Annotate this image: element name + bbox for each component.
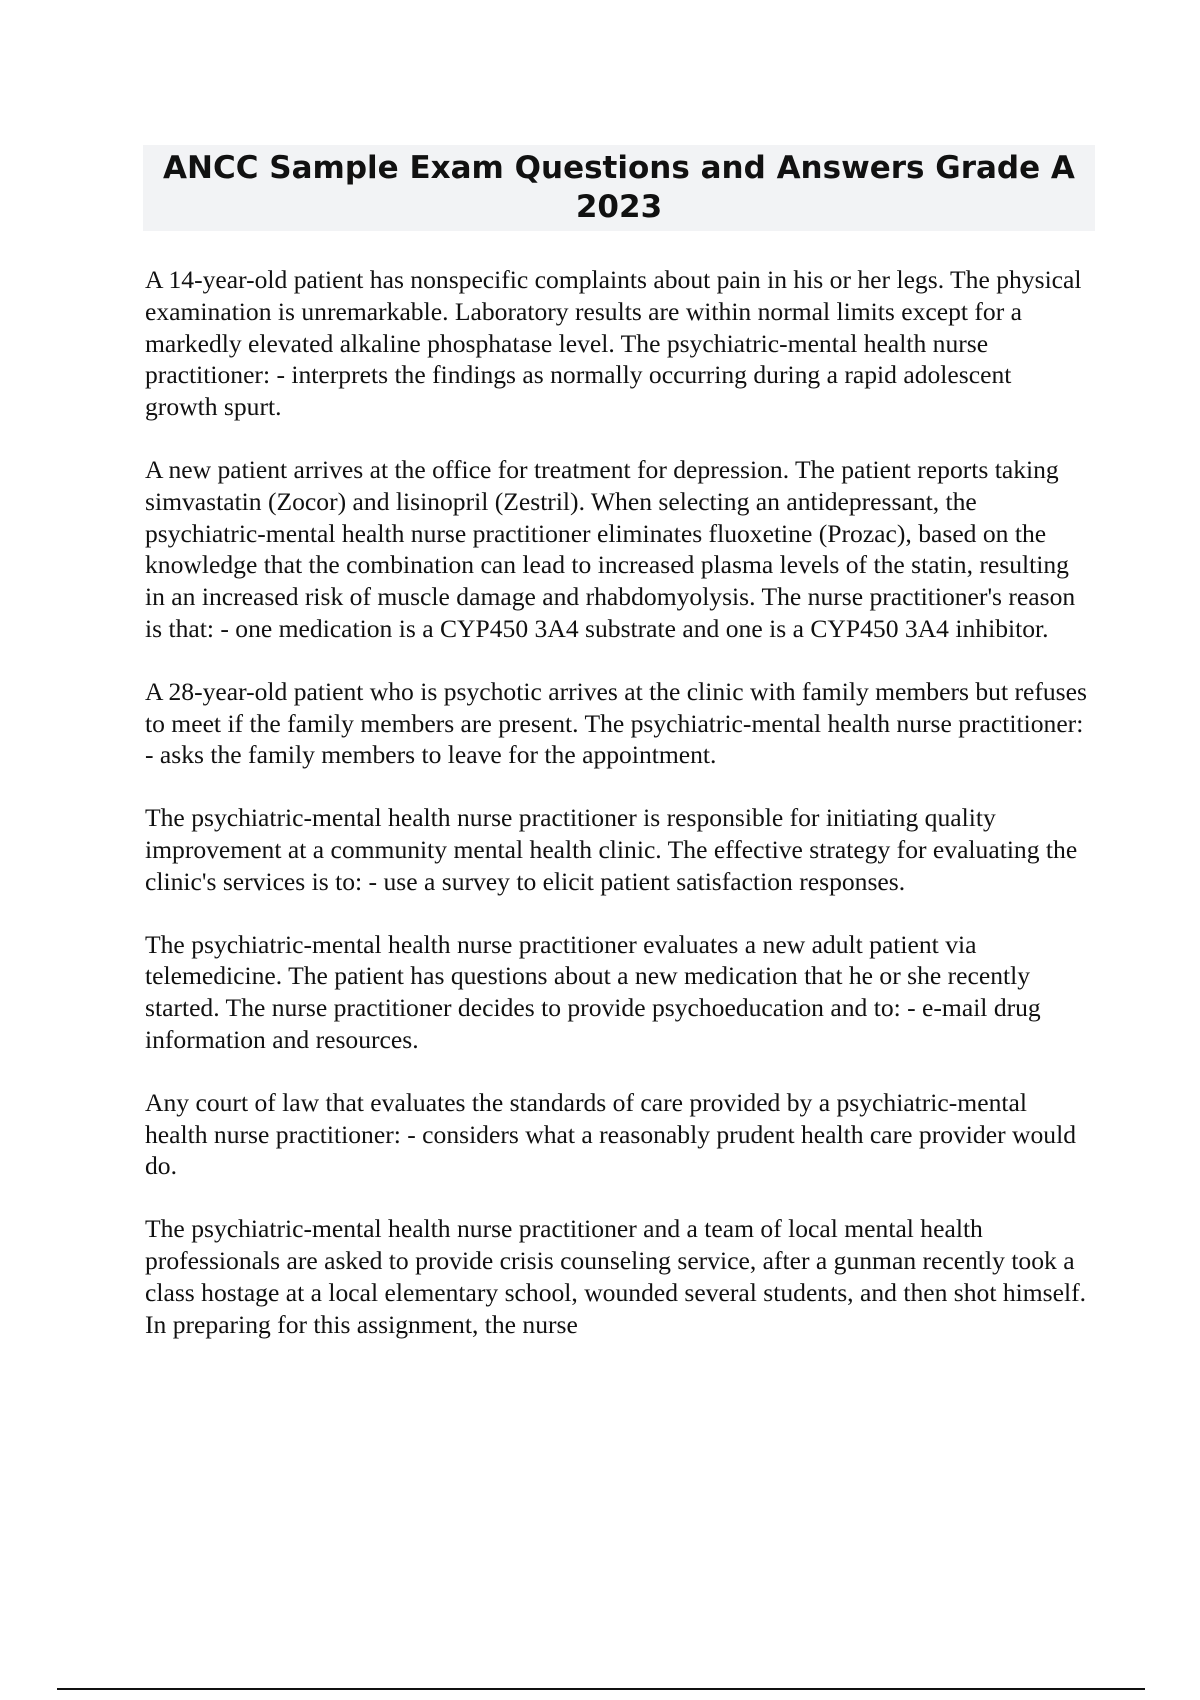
qa-text: Any court of law that evaluates the standards of care provided by a psychiatric-mental health nurse practitioner: - considers what a reasonably prudent health care provider would do. (145, 1087, 1076, 1181)
document-body (145, 264, 1090, 1371)
qa-item (145, 1087, 1090, 1182)
qa-item (145, 929, 1090, 1056)
qa-item (145, 454, 1090, 645)
qa-text: A 14-year-old patient has nonspecific complaints about pain in his or her legs. The physical examination is unremarkable. Laboratory results are within normal limits except for a markedly elevated alkaline phosphatase level. The psychiatric-mental health nurse practitioner: - interprets the findings as normally occurring during a rapid adolescent growth spurt. (145, 265, 1082, 422)
document-title: ANCC Sample Exam Questions and Answers Grade A 2023 (143, 145, 1095, 231)
qa-item (145, 676, 1090, 771)
page-bottom-rule (57, 1688, 1145, 1690)
qa-text: A 28-year-old patient who is psychotic arrives at the clinic with family members but refuses to meet if the family members are present. The psychiatric-mental health nurse practitioner: - asks the family members to leave for the appointment. (145, 676, 1087, 770)
qa-item (145, 1213, 1090, 1340)
qa-text: The psychiatric-mental health nurse practitioner evaluates a new adult patient via telemedicine. The patient has questions about a new medication that he or she recently started. The nurse practitioner decides to provide psychoeducation and to: - e-mail drug information and resources. (145, 929, 1041, 1054)
qa-item (145, 264, 1090, 423)
qa-item (145, 802, 1090, 897)
qa-text: A new patient arrives at the office for treatment for depression. The patient reports taking simvastatin (Zocor) and lisinopril (Zestril). When selecting an antidepressant, the psychiatric-mental health nurse practitioner eliminates fluoxetine (Prozac), based on the knowledge that the combination can lead to increased plasma levels of the statin, resulting in an increased risk of muscle damage and rhabdomyolysis. The nurse practitioner's reason is that: - one medication is a CYP450 3A4 substrate and one is a CYP450 3A4 inhibitor. (145, 454, 1076, 643)
qa-text: The psychiatric-mental health nurse practitioner is responsible for initiating quality improvement at a community mental health clinic. The effective strategy for evaluating the clinic's services is to: - use a survey to elicit patient satisfaction responses. (145, 803, 1078, 896)
qa-text: The psychiatric-mental health nurse practitioner and a team of local mental health professionals are asked to provide crisis counseling service, after a gunman recently took a class hostage at a local elementary school, wounded several students, and then shot himself. In preparing for this assignment, the nurse (145, 1214, 1087, 1339)
